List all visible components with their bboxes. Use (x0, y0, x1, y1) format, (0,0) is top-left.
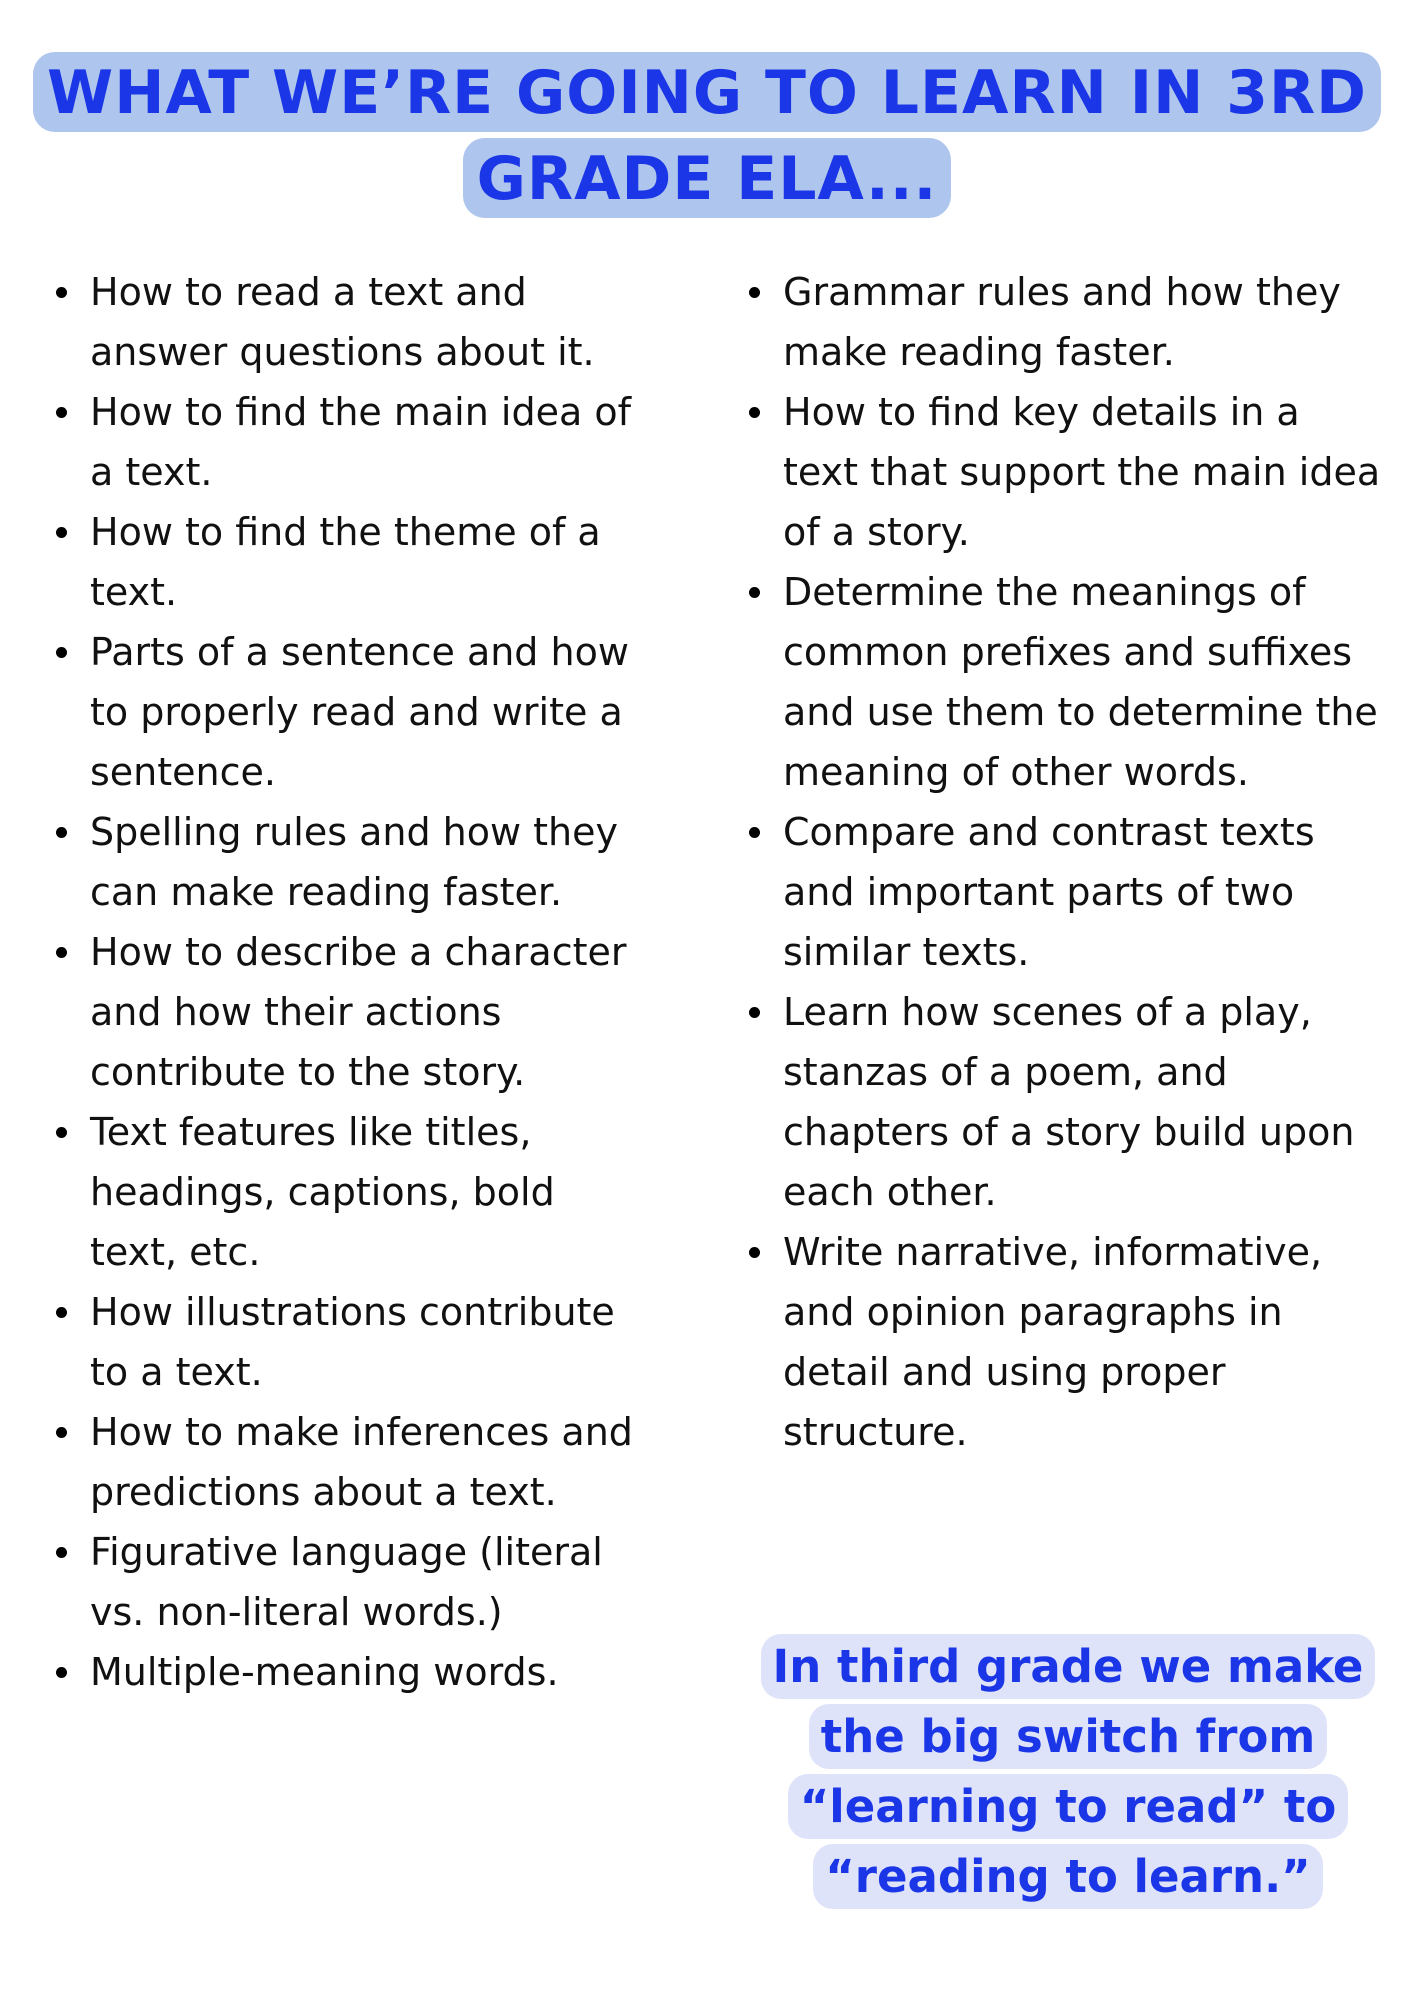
list-item: Determine the meanings of common prefixes and suffixes and use them to determine the meaning of other words. (743, 562, 1383, 802)
list-item: Multiple-meaning words. (50, 1642, 640, 1702)
list-item: How to find key details in a text that support the main idea of a story. (743, 382, 1383, 562)
list-item: Figurative language (literal vs. non-literal words.) (50, 1522, 640, 1642)
callout-text: In third grade we make the big switch from “learning to read” to “reading to learn.” (761, 1634, 1376, 1909)
list-item: How to find the main idea of a text. (50, 382, 640, 502)
list-item: Write narrative, informative, and opinion paragraphs in detail and using proper structure. (743, 1222, 1383, 1462)
callout-box (758, 1632, 1378, 1912)
list-item: Learn how scenes of a play, stanzas of a poem, and chapters of a story build upon each other. (743, 982, 1383, 1222)
list-item: Grammar rules and how they make reading faster. (743, 262, 1383, 382)
list-item: How illustrations contribute to a text. (50, 1282, 640, 1402)
list-item: Text features like titles, headings, captions, bold text, etc. (50, 1102, 640, 1282)
list-item: How to find the theme of a text. (50, 502, 640, 622)
page-title-text: WHAT WE’RE GOING TO LEARN IN 3RD GRADE ELA... (33, 52, 1381, 218)
list-item: Parts of a sentence and how to properly read and write a sentence. (50, 622, 640, 802)
learning-list-right (743, 262, 1383, 1462)
learning-list-left (50, 262, 640, 1702)
list-item: How to make inferences and predictions about a text. (50, 1402, 640, 1522)
page-title (0, 50, 1414, 222)
list-item: Spelling rules and how they can make reading faster. (50, 802, 640, 922)
list-item: How to describe a character and how their actions contribute to the story. (50, 922, 640, 1102)
list-item: How to read a text and answer questions about it. (50, 262, 640, 382)
list-item: Compare and contrast texts and important parts of two similar texts. (743, 802, 1383, 982)
